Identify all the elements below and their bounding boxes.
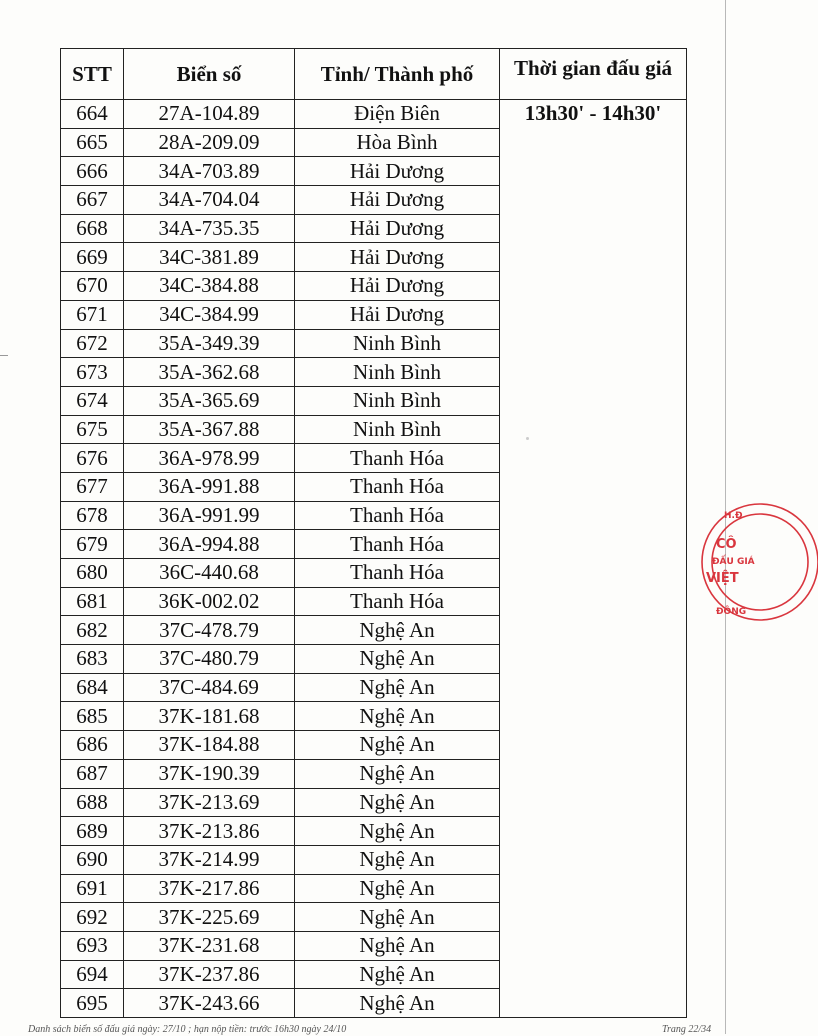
stt-cell: 690 xyxy=(61,845,124,874)
province-cell: Ninh Bình xyxy=(295,386,500,415)
plate-cell: 37C-480.79 xyxy=(124,645,295,674)
plate-cell: 35A-349.39 xyxy=(124,329,295,358)
header-stt: STT xyxy=(61,49,124,100)
plate-cell: 37K-184.88 xyxy=(124,731,295,760)
plate-cell: 37C-478.79 xyxy=(124,616,295,645)
stamp-text: ĐÔNG xyxy=(716,607,747,617)
plate-cell: 37K-231.68 xyxy=(124,931,295,960)
stt-cell: 664 xyxy=(61,100,124,129)
plate-cell: 27A-104.89 xyxy=(124,100,295,129)
plate-cell: 36A-991.99 xyxy=(124,501,295,530)
stt-cell: 691 xyxy=(61,874,124,903)
plate-cell: 37K-181.68 xyxy=(124,702,295,731)
stt-cell: 669 xyxy=(61,243,124,272)
plate-cell: 37K-243.66 xyxy=(124,989,295,1018)
time-cell: 13h30' - 14h30' xyxy=(500,100,687,1018)
stt-cell: 693 xyxy=(61,931,124,960)
stt-cell: 684 xyxy=(61,673,124,702)
province-cell: Ninh Bình xyxy=(295,358,500,387)
plate-cell: 37K-213.86 xyxy=(124,817,295,846)
plate-cell: 37K-190.39 xyxy=(124,759,295,788)
plate-cell: 37K-237.86 xyxy=(124,960,295,989)
stamp-text: CÔ xyxy=(716,537,737,552)
plate-cell: 35A-367.88 xyxy=(124,415,295,444)
plate-cell: 37K-214.99 xyxy=(124,845,295,874)
province-cell: Nghệ An xyxy=(295,759,500,788)
plate-cell: 34A-735.35 xyxy=(124,214,295,243)
header-time: Thời gian đấu giá xyxy=(500,49,687,100)
plate-cell: 28A-209.09 xyxy=(124,128,295,157)
province-cell: Thanh Hóa xyxy=(295,559,500,588)
province-cell: Điện Biên xyxy=(295,100,500,129)
header-row xyxy=(61,49,687,100)
province-cell: Nghệ An xyxy=(295,989,500,1018)
plate-cell: 34C-384.88 xyxy=(124,272,295,301)
stt-cell: 695 xyxy=(61,989,124,1018)
red-seal-stamp xyxy=(698,496,818,626)
plate-cell: 36K-002.02 xyxy=(124,587,295,616)
plate-cell: 37C-484.69 xyxy=(124,673,295,702)
stamp-text: ĐẤU GIÁ xyxy=(712,557,755,567)
header-plate: Biển số xyxy=(124,49,295,100)
stt-cell: 681 xyxy=(61,587,124,616)
stt-cell: 679 xyxy=(61,530,124,559)
plate-cell: 35A-365.69 xyxy=(124,386,295,415)
province-cell: Nghệ An xyxy=(295,874,500,903)
stt-cell: 667 xyxy=(61,186,124,215)
stt-cell: 680 xyxy=(61,559,124,588)
province-cell: Thanh Hóa xyxy=(295,444,500,473)
stt-cell: 677 xyxy=(61,472,124,501)
margin-tick xyxy=(0,355,8,356)
province-cell: Nghệ An xyxy=(295,845,500,874)
plate-cell: 37K-217.86 xyxy=(124,874,295,903)
plate-cell: 34C-381.89 xyxy=(124,243,295,272)
stt-cell: 687 xyxy=(61,759,124,788)
page-footer xyxy=(28,1024,730,1036)
province-cell: Hải Dương xyxy=(295,186,500,215)
plate-cell: 36A-994.88 xyxy=(124,530,295,559)
footer-note: Danh sách biển số đấu giá ngày: 27/10 ; hạn nộp tiền: trước 16h30 ngày 24/10 xyxy=(28,1024,347,1035)
province-cell: Nghệ An xyxy=(295,817,500,846)
stt-cell: 692 xyxy=(61,903,124,932)
table-row xyxy=(61,100,687,129)
stt-cell: 673 xyxy=(61,358,124,387)
stt-cell: 670 xyxy=(61,272,124,301)
province-cell: Ninh Bình xyxy=(295,415,500,444)
stamp-text: VIỆT xyxy=(706,571,739,586)
stt-cell: 665 xyxy=(61,128,124,157)
stt-cell: 694 xyxy=(61,960,124,989)
stt-cell: 666 xyxy=(61,157,124,186)
province-cell: Hòa Bình xyxy=(295,128,500,157)
province-cell: Hải Dương xyxy=(295,300,500,329)
plate-cell: 37K-225.69 xyxy=(124,903,295,932)
province-cell: Thanh Hóa xyxy=(295,530,500,559)
stt-cell: 672 xyxy=(61,329,124,358)
province-cell: Thanh Hóa xyxy=(295,501,500,530)
province-cell: Nghệ An xyxy=(295,673,500,702)
stt-cell: 685 xyxy=(61,702,124,731)
stt-cell: 676 xyxy=(61,444,124,473)
stt-cell: 671 xyxy=(61,300,124,329)
plate-cell: 34C-384.99 xyxy=(124,300,295,329)
table-body xyxy=(61,100,687,1018)
province-cell: Hải Dương xyxy=(295,272,500,301)
province-cell: Nghệ An xyxy=(295,616,500,645)
province-cell: Hải Dương xyxy=(295,214,500,243)
province-cell: Nghệ An xyxy=(295,960,500,989)
header-province: Tỉnh/ Thành phố xyxy=(295,49,500,100)
province-cell: Nghệ An xyxy=(295,903,500,932)
province-cell: Hải Dương xyxy=(295,243,500,272)
province-cell: Nghệ An xyxy=(295,931,500,960)
province-cell: Ninh Bình xyxy=(295,329,500,358)
plate-cell: 36A-991.88 xyxy=(124,472,295,501)
province-cell: Thanh Hóa xyxy=(295,587,500,616)
stt-cell: 688 xyxy=(61,788,124,817)
stt-cell: 674 xyxy=(61,386,124,415)
province-cell: Nghệ An xyxy=(295,702,500,731)
province-cell: Nghệ An xyxy=(295,788,500,817)
plate-cell: 36C-440.68 xyxy=(124,559,295,588)
plate-cell: 34A-703.89 xyxy=(124,157,295,186)
plate-cell: 35A-362.68 xyxy=(124,358,295,387)
stt-cell: 683 xyxy=(61,645,124,674)
plate-cell: 36A-978.99 xyxy=(124,444,295,473)
stt-cell: 686 xyxy=(61,731,124,760)
plate-cell: 37K-213.69 xyxy=(124,788,295,817)
stt-cell: 678 xyxy=(61,501,124,530)
province-cell: Hải Dương xyxy=(295,157,500,186)
stt-cell: 682 xyxy=(61,616,124,645)
plate-cell: 34A-704.04 xyxy=(124,186,295,215)
stt-cell: 668 xyxy=(61,214,124,243)
stt-cell: 689 xyxy=(61,817,124,846)
province-cell: Nghệ An xyxy=(295,731,500,760)
stamp-text: H.Đ xyxy=(724,511,743,521)
province-cell: Nghệ An xyxy=(295,645,500,674)
stt-cell: 675 xyxy=(61,415,124,444)
page-number: Trang 22/34 xyxy=(662,1024,712,1035)
province-cell: Thanh Hóa xyxy=(295,472,500,501)
auction-table xyxy=(60,48,687,1018)
